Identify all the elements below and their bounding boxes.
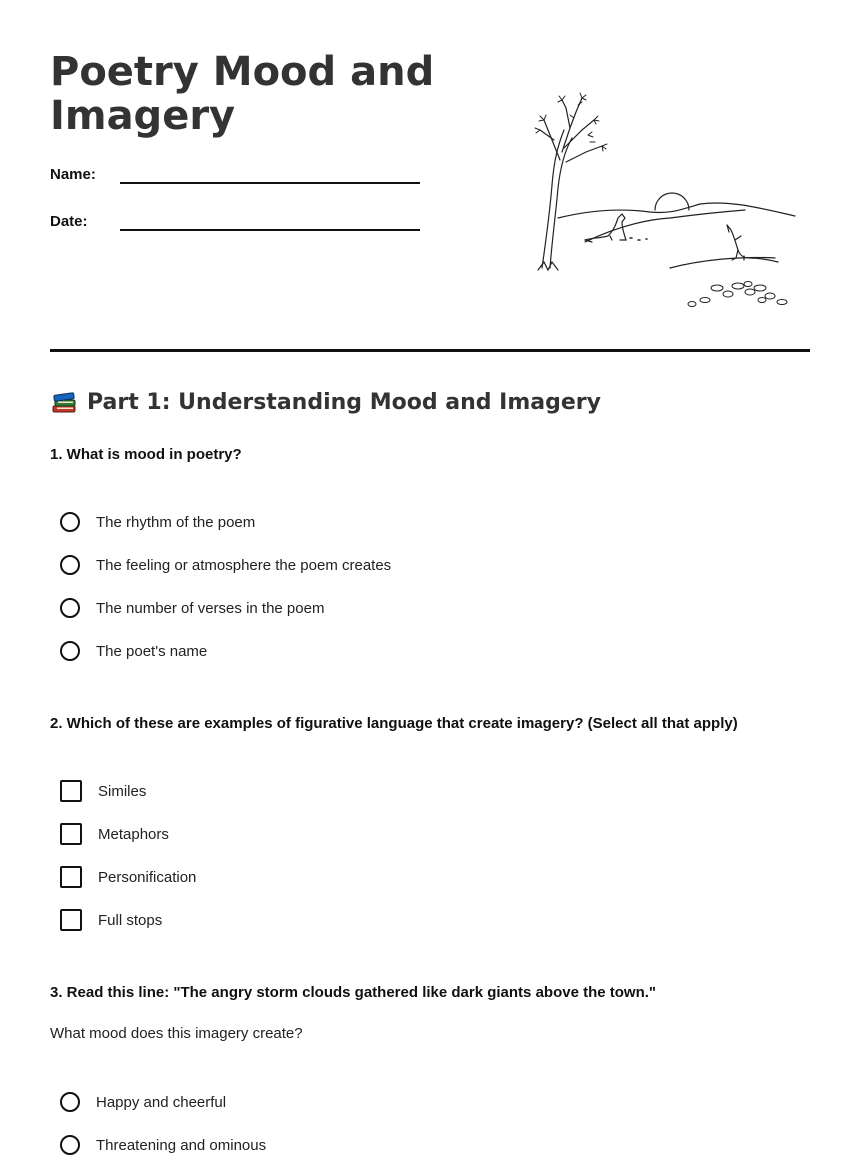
- radio-button[interactable]: [60, 1135, 80, 1155]
- section-title-text: Part 1: Understanding Mood and Imagery: [87, 389, 601, 415]
- option-label: Metaphors: [98, 825, 169, 843]
- worksheet-title: Poetry Mood and Imagery: [50, 49, 435, 139]
- date-field[interactable]: [50, 213, 88, 230]
- question-3: 3. Read this line: "The angry storm clouds gathered like dark giants above the town.": [50, 984, 657, 1001]
- checkbox[interactable]: [60, 866, 82, 888]
- option-label: Happy and cheerful: [96, 1093, 227, 1111]
- option-label: Full stops: [98, 911, 163, 929]
- name-line[interactable]: [120, 182, 420, 184]
- q2-option-4[interactable]: [60, 907, 162, 933]
- q1-option-1[interactable]: [60, 509, 255, 535]
- name-label: Name:: [50, 166, 96, 183]
- q1-option-3[interactable]: [60, 595, 324, 621]
- date-line[interactable]: [120, 229, 420, 231]
- option-label: Similes: [98, 782, 147, 800]
- checkbox[interactable]: [60, 823, 82, 845]
- header-divider: [50, 349, 810, 352]
- radio-button[interactable]: [60, 1092, 80, 1112]
- checkbox[interactable]: [60, 909, 82, 931]
- option-label: The poet's name: [96, 642, 208, 660]
- question-1: 1. What is mood in poetry?: [50, 446, 242, 463]
- radio-button[interactable]: [60, 555, 80, 575]
- radio-button[interactable]: [60, 641, 80, 661]
- option-label: Personification: [98, 868, 197, 886]
- question-2: 2. Which of these are examples of figurative language that create imagery? (Select all that apply): [50, 715, 738, 732]
- option-label: Threatening and ominous: [96, 1136, 267, 1154]
- section-title: [50, 388, 601, 416]
- q1-option-2[interactable]: [60, 552, 391, 578]
- q3-option-2[interactable]: [60, 1132, 266, 1158]
- option-label: The feeling or atmosphere the poem creates: [96, 556, 392, 574]
- option-label: The number of verses in the poem: [96, 599, 325, 617]
- q2-option-2[interactable]: [60, 821, 169, 847]
- date-label: Date:: [50, 213, 88, 230]
- q3-option-1[interactable]: [60, 1089, 226, 1115]
- q2-option-1[interactable]: [60, 778, 146, 804]
- q1-option-4[interactable]: [60, 638, 207, 664]
- radio-button[interactable]: [60, 598, 80, 618]
- name-field[interactable]: [50, 166, 96, 183]
- question-3-prompt: What mood does this imagery create?: [50, 1025, 303, 1042]
- outback-landscape-illustration: [530, 90, 810, 320]
- books-icon: [50, 388, 78, 416]
- radio-button[interactable]: [60, 512, 80, 532]
- checkbox[interactable]: [60, 780, 82, 802]
- q2-option-3[interactable]: [60, 864, 196, 890]
- option-label: The rhythm of the poem: [96, 513, 256, 531]
